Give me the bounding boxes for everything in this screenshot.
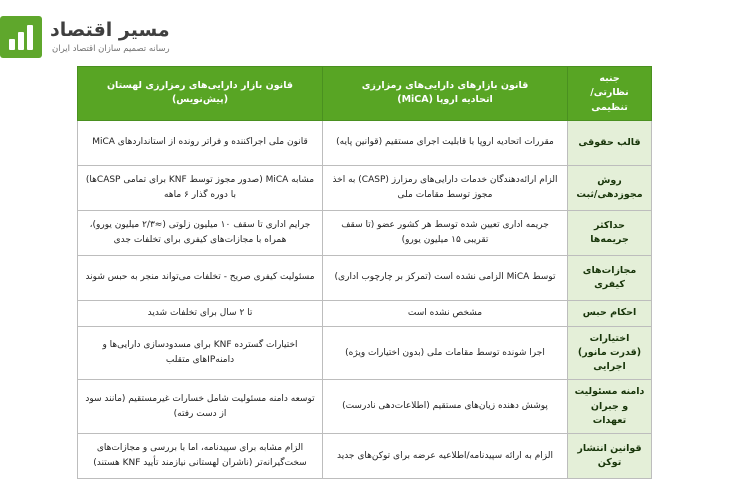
- brand-header: [0, 12, 716, 62]
- row-dimension: قالب حقوقی: [568, 120, 652, 165]
- table-row: [78, 120, 652, 165]
- table-header-row: [78, 67, 652, 121]
- bar-chart-logo-icon: [0, 16, 42, 58]
- row-poland-value: جرایم اداری تا سقف ۱۰ میلیون زلوتی (≈۲/۳ میلیون یورو)، همراه با مجازات‌های کیفری برای تخلفات جدی: [78, 210, 323, 255]
- row-mica-value: الزام به ارائه سپیدنامه/اطلاعیه عرضه برای توکن‌های جدید: [323, 434, 568, 479]
- row-dimension: قوانین انتشار توکن: [568, 434, 652, 479]
- row-dimension: مجازات‌های کیفری: [568, 255, 652, 300]
- row-mica-value: مقررات اتحادیه اروپا با قابلیت اجرای مستقیم (قوانین پایه): [323, 120, 568, 165]
- table-row: [78, 300, 652, 326]
- row-mica-value: جریمه اداری تعیین شده توسط هر کشور عضو (تا سقف تقریبی ۱۵ میلیون یورو): [323, 210, 568, 255]
- row-poland-value: توسعه دامنه مسئولیت شامل خسارات غیرمستقیم (مانند سود از دست رفته): [78, 380, 323, 434]
- table-row: [78, 380, 652, 434]
- column-header-mica: قانون بازارهای دارایی‌های رمزارزی اتحادیه اروپا (MiCA): [323, 67, 568, 121]
- brand-title: مسیر اقتصاد: [50, 18, 170, 41]
- column-header-poland: قانون بازار دارایی‌های رمزارزی لهستان (پیش‌نویس): [78, 67, 323, 121]
- row-mica-value: الزام ارائه‌دهندگان خدمات دارایی‌های رمزارز (CASP) به اخذ مجوز توسط مقامات ملی: [323, 165, 568, 210]
- table-row: [78, 434, 652, 479]
- row-poland-value: مشابه MiCA (صدور مجوز توسط KNF برای تمامی CASPها) با دوره گذار ۶ ماهه: [78, 165, 323, 210]
- table-head: [78, 67, 652, 121]
- table-body: [78, 120, 652, 478]
- row-dimension: دامنه مسئولیت و جبران تعهدات: [568, 380, 652, 434]
- row-mica-value: مشخص نشده است: [323, 300, 568, 326]
- row-dimension: اختیارات (قدرت مانور) اجرایی: [568, 326, 652, 380]
- row-mica-value: پوشش دهنده زیان‌های مستقیم (اطلاعات‌دهی نادرست): [323, 380, 568, 434]
- table-row: [78, 210, 652, 255]
- row-dimension: احکام حبس: [568, 300, 652, 326]
- row-poland-value: مسئولیت کیفری صریح - تخلفات می‌تواند منجر به حبس شوند: [78, 255, 323, 300]
- row-poland-value: قانون ملی اجراکننده و فراتر رونده از استانداردهای MiCA: [78, 120, 323, 165]
- row-poland-value: تا ۲ سال برای تخلفات شدید: [78, 300, 323, 326]
- column-header-dimension: جنبه نظارتی/تنظیمی: [568, 67, 652, 121]
- logo-bar-2: [18, 32, 24, 50]
- brand-subtitle: رسانه تصمیم سازان اقتصاد ایران: [52, 43, 170, 54]
- row-mica-value: اجرا شونده توسط مقامات ملی (بدون اختیارات ویژه): [323, 326, 568, 380]
- table-row: [78, 165, 652, 210]
- table-row: [78, 255, 652, 300]
- logo-bar-3: [27, 25, 33, 50]
- logo-bar-1: [9, 39, 15, 50]
- row-mica-value: توسط MiCA الزامی نشده است (تمرکز بر چارچوب اداری): [323, 255, 568, 300]
- brand-text: [50, 20, 170, 55]
- row-dimension: حداکثر جریمه‌ها: [568, 210, 652, 255]
- comparison-table-wrapper: [78, 66, 652, 479]
- table-row: [78, 326, 652, 380]
- row-poland-value: اختیارات گسترده KNF برای مسدودسازی دارایی‌ها و دامنه‌IP‌های متقلب: [78, 326, 323, 380]
- comparison-table: [77, 66, 652, 479]
- row-dimension: روش مجوزدهی/ثبت: [568, 165, 652, 210]
- row-poland-value: الزام مشابه برای سپیدنامه، اما با بررسی و مجازات‌های سخت‌گیرانه‌تر (ناشران لهستانی نیازمند تأیید KNF هستند): [78, 434, 323, 479]
